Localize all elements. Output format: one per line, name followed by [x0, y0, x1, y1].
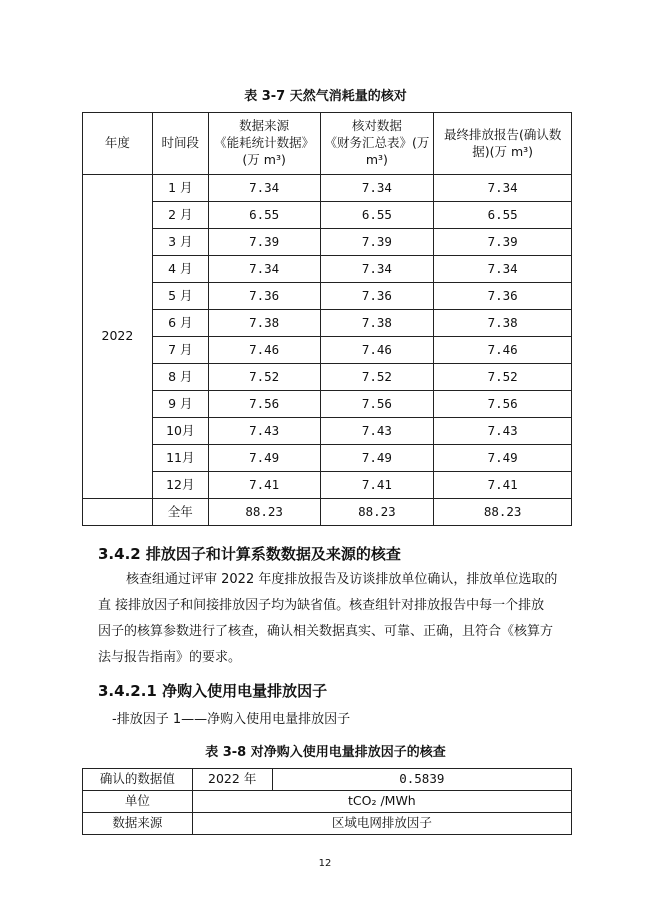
table-3-7 — [82, 112, 572, 526]
month-cell: 9 月 — [152, 391, 208, 418]
confirmed-value-year: 2022 年 — [192, 769, 272, 791]
empty-year-cell — [83, 499, 153, 526]
table-row — [83, 202, 572, 229]
table-3-7-caption: 表 3-7 天然气消耗量的核对 — [244, 89, 407, 104]
table-3-8 — [82, 768, 572, 835]
source-value: 7.49 — [208, 445, 320, 472]
month-cell: 3 月 — [152, 229, 208, 256]
final-value: 7.56 — [434, 391, 572, 418]
confirmed-value-label: 确认的数据值 — [83, 769, 193, 791]
source-value: 7.43 — [208, 418, 320, 445]
year-cell: 2022 — [83, 175, 153, 499]
paragraph-line-1: 核查组通过评审 2022 年度排放报告及访谈排放单位确认，排放单位选取的 — [126, 572, 558, 587]
month-cell: 全年 — [152, 499, 208, 526]
header-source-line1: 数据来源 — [239, 118, 290, 134]
month-cell: 10月 — [152, 418, 208, 445]
source-value: 7.39 — [208, 229, 320, 256]
final-value: 88.23 — [434, 499, 572, 526]
header-check-line3: m³) — [365, 151, 388, 167]
header-year: 年度 — [83, 113, 153, 175]
data-source-value: 区域电网排放因子 — [192, 813, 571, 835]
unit-value: tCO₂ /MWh — [192, 791, 571, 813]
check-value: 6.55 — [320, 202, 434, 229]
month-cell: 12月 — [152, 472, 208, 499]
section-3-4-2-heading: 3.4.2 排放因子和计算系数数据及来源的核查 — [98, 545, 401, 563]
check-value: 7.38 — [320, 310, 434, 337]
check-value: 7.39 — [320, 229, 434, 256]
final-value: 7.52 — [434, 364, 572, 391]
source-value: 6.55 — [208, 202, 320, 229]
final-value: 6.55 — [434, 202, 572, 229]
unit-label: 单位 — [83, 791, 193, 813]
source-value: 7.46 — [208, 337, 320, 364]
month-cell: 4 月 — [152, 256, 208, 283]
header-period: 时间段 — [152, 113, 208, 175]
data-source-label: 数据来源 — [83, 813, 193, 835]
check-value: 88.23 — [320, 499, 434, 526]
table-row — [83, 310, 572, 337]
final-value: 7.43 — [434, 418, 572, 445]
final-value: 7.34 — [434, 256, 572, 283]
paragraph-line-4: 法与报告指南》的要求。 — [98, 650, 242, 665]
table-row — [83, 391, 572, 418]
header-final-line1: 最终排放报告(确认数 — [443, 126, 562, 142]
table-row — [83, 364, 572, 391]
source-value: 7.56 — [208, 391, 320, 418]
check-value: 7.56 — [320, 391, 434, 418]
table-row — [83, 499, 572, 526]
table-row — [83, 418, 572, 445]
header-check — [320, 113, 434, 175]
check-value: 7.52 — [320, 364, 434, 391]
source-value: 7.41 — [208, 472, 320, 499]
source-value: 7.34 — [208, 175, 320, 202]
table-row — [83, 256, 572, 283]
final-value: 7.38 — [434, 310, 572, 337]
final-value: 7.39 — [434, 229, 572, 256]
header-source — [208, 113, 320, 175]
header-final — [434, 113, 572, 175]
month-cell: 2 月 — [152, 202, 208, 229]
header-final-line2: 据)(万 m³) — [472, 143, 534, 159]
table-row — [83, 769, 572, 791]
source-value: 88.23 — [208, 499, 320, 526]
check-value: 7.36 — [320, 283, 434, 310]
table-row — [83, 791, 572, 813]
confirmed-value: 0.5839 — [272, 769, 571, 791]
table-row — [83, 813, 572, 835]
emission-factor-subline: -排放因子 1——净购入使用电量排放因子 — [112, 712, 351, 727]
table-row — [83, 229, 572, 256]
header-source-line3: (万 m³) — [242, 151, 286, 167]
paragraph-line-2: 直 接排放因子和间接排放因子均为缺省值。核查组针对排放报告中每一个排放 — [98, 598, 545, 613]
final-value: 7.46 — [434, 337, 572, 364]
final-value: 7.36 — [434, 283, 572, 310]
check-value: 7.49 — [320, 445, 434, 472]
table-header-row — [83, 113, 572, 175]
table-3-8-caption: 表 3-8 对净购入使用电量排放因子的核查 — [205, 745, 446, 760]
check-value: 7.34 — [320, 256, 434, 283]
final-value: 7.34 — [434, 175, 572, 202]
final-value: 7.41 — [434, 472, 572, 499]
month-cell: 6 月 — [152, 310, 208, 337]
source-value: 7.38 — [208, 310, 320, 337]
month-cell: 8 月 — [152, 364, 208, 391]
table-row — [83, 472, 572, 499]
check-value: 7.46 — [320, 337, 434, 364]
table-row — [83, 337, 572, 364]
month-cell: 11月 — [152, 445, 208, 472]
source-value: 7.34 — [208, 256, 320, 283]
source-value: 7.36 — [208, 283, 320, 310]
final-value: 7.49 — [434, 445, 572, 472]
section-3-4-2-1-heading: 3.4.2.1 净购入使用电量排放因子 — [98, 682, 328, 700]
table-row — [83, 283, 572, 310]
check-value: 7.41 — [320, 472, 434, 499]
check-value: 7.34 — [320, 175, 434, 202]
table-row — [83, 175, 572, 202]
page-number: 12 — [318, 858, 332, 869]
source-value: 7.52 — [208, 364, 320, 391]
month-cell: 1 月 — [152, 175, 208, 202]
month-cell: 7 月 — [152, 337, 208, 364]
month-cell: 5 月 — [152, 283, 208, 310]
paragraph-line-3: 因子的核算参数进行了核查，确认相关数据真实、可靠、正确，且符合《核算方 — [98, 624, 554, 639]
header-check-line2: 《财务汇总表》(万 — [324, 135, 430, 151]
header-source-line2: 《能耗统计数据》 — [214, 135, 315, 151]
header-check-line1: 核对数据 — [351, 118, 402, 134]
check-value: 7.43 — [320, 418, 434, 445]
table-row — [83, 445, 572, 472]
